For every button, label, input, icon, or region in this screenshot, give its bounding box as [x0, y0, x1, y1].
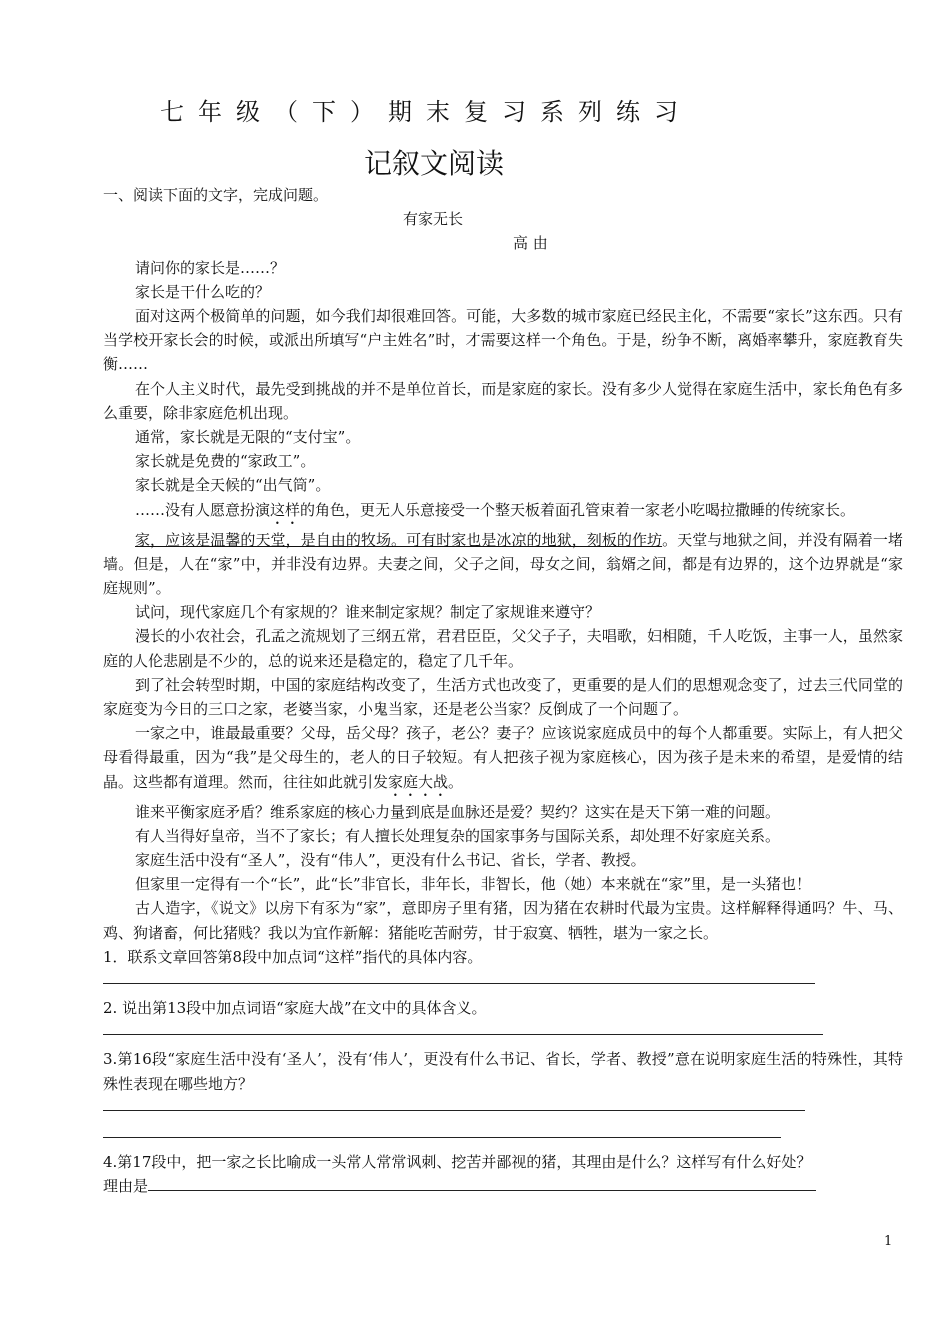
page-title: 七年级（下）期末复习系列练习: [160, 98, 692, 126]
dotted-word-zheyang: 这样: [270, 500, 301, 519]
page-subtitle: 记叙文阅读: [364, 147, 505, 180]
paragraph-12: 到了社会转型时期，中国的家庭结构改变了，生活方式也改变了，更重要的是人们的思想观念变了，过去三代同堂的家庭变为今日的三口之家，老婆当家，小鬼当家，还是老公当家？反倒成了一个问题了。: [103, 675, 903, 719]
page-number: 1: [884, 1234, 893, 1249]
paragraph-5: 通常，家长就是无限的“支付宝”。: [135, 428, 361, 447]
question-1: 1．联系文章回答第8段中加点词“这样”指代的具体内容。: [103, 947, 483, 966]
paragraph-13-text-a: 一家之中，谁最最重要？父母，岳父母？孩子，老公？妻子？应该说家庭成员中的每个人都重要。实际上，有人把父母看得最重，因为“我”是父母生的，老人的日子较短。有人把孩子视为家庭核心，因为孩子是未来的希望，是爱情的结晶。这些都有道理。然而，往往如此就引发: [103, 724, 903, 791]
section-instruction: 一、阅读下面的文字，完成问题。: [103, 186, 329, 204]
paragraph-6: 家长就是免费的“家政工”。: [135, 452, 316, 471]
answer-line-q3a[interactable]: [103, 1096, 805, 1111]
answer-line-q2[interactable]: [103, 1020, 823, 1035]
paragraph-18: 古人造字，《说文》以房下有豕为“家”，意即房子里有猪，因为猪在农耕时代最为宝贵。这样解释得通吗？牛、马、鸡、狗诸畜，何比猪贱？我以为宜作新解：猪能吃苦耐劳，甘于寂寞、牺牲，堪为一家之长。: [103, 899, 903, 942]
paragraph-8-text-b: 的角色，更无人乐意接受一个整天板着面孔管束着一家老小吃喝拉撒睡的传统家长。: [300, 500, 856, 519]
paragraph-11: 漫长的小农社会，孔孟之流规划了三纲五常，君君臣臣，父父子子，夫唱歌，妇相随，千人吃饭，主事一人，虽然家庭的人伦悲剧是不少的，总的说来还是稳定的，稳定了几千年。: [103, 627, 903, 670]
document-body: [103, 183, 903, 1198]
dotted-word-family-war: 家庭大战: [388, 772, 449, 791]
paragraph-15: 有人当得好皇帝，当不了家长；有人擅长处理复杂的国家事务与国际关系，却处理不好家庭关系。: [135, 826, 781, 845]
paragraph-4: 在个人主义时代，最先受到挑战的并不是单位首长，而是家庭的家长。没有多少人觉得在家庭生活中，家长角色有多么重要，除非家庭危机出现。: [103, 379, 903, 422]
paragraph-2: 家长是干什么吃的？: [135, 282, 271, 301]
paragraph-16: 家庭生活中没有“圣人”，没有“伟人”，更没有什么书记、省长，学者、教授。: [135, 851, 646, 870]
answer-line-q4[interactable]: [148, 1176, 816, 1191]
answer-line-q3b[interactable]: [103, 1123, 781, 1138]
paragraph-9: [103, 528, 903, 601]
paragraph-3: 面对这两个极简单的问题，如今我们却很难回答。可能，大多数的城市家庭已经民主化，不需要“家长”这东西。只有当学校开家长会的时候，或派出所填写“户主姓名”时，才需要这样一个角色。于是，纷争不断，离婚率攀升，家庭教育失衡……: [103, 307, 903, 374]
answer-line-q1[interactable]: [103, 969, 815, 984]
paragraph-1: 请问你的家长是……？: [135, 258, 286, 277]
paragraph-13: [103, 721, 903, 799]
question-2: 2. 说出第13段中加点词语“家庭大战”在文中的具体含义。: [103, 999, 487, 1018]
answer-row-q4: [103, 1174, 903, 1198]
paragraph-10: 试问，现代家庭几个有家规的？谁来制定家规？制定了家规谁来遵守？: [135, 603, 601, 622]
paragraph-9-text-b: 。天堂与地狱之间，并没有隔着一堵墙。但是，人在“家”中，并非没有边界。夫妻之间，父子之间，母女之间，翁婿之间，都是有边界的，这个边界就是“家庭规则”。: [103, 530, 903, 598]
paragraph-17: 但家里一定得有一个“长”，此“长”非官长，非年长，非智长，他（她）本来就在“家”里，是一头猪也！: [135, 875, 812, 894]
paragraph-7: 家长就是全天候的“出气筒”。: [135, 476, 331, 495]
article-title: 有家无长: [402, 210, 463, 229]
answer-prefix-q4: 理由是: [103, 1176, 149, 1195]
question-3: 3.第16段“家庭生活中没有‘圣人’，没有‘伟人’，更没有什么书记、省长，学者、教授”意在说明家庭生活的特殊性，其特殊性表现在哪些地方？: [103, 1050, 903, 1093]
question-4: 4.第17段中，把一家之长比喻成一头常人常常讽刺、挖苦并鄙视的猪，其理由是什么？这样写有什么好处？: [103, 1152, 812, 1171]
paragraph-13-text-b: 。: [448, 772, 464, 791]
underlined-sentence: 家，应该是温馨的天堂，是自由的牧场。可有时家也是冰凉的地狱，刻板的作坊: [135, 530, 663, 549]
paragraph-8: [103, 498, 903, 528]
paragraph-8-text-a: ……没有人愿意扮演: [135, 500, 271, 519]
paragraph-14: 谁来平衡家庭矛盾？维系家庭的核心力量到底是血脉还是爱？契约？这实在是天下第一难的问题。: [135, 802, 781, 821]
article-author: 高 由: [513, 234, 548, 253]
